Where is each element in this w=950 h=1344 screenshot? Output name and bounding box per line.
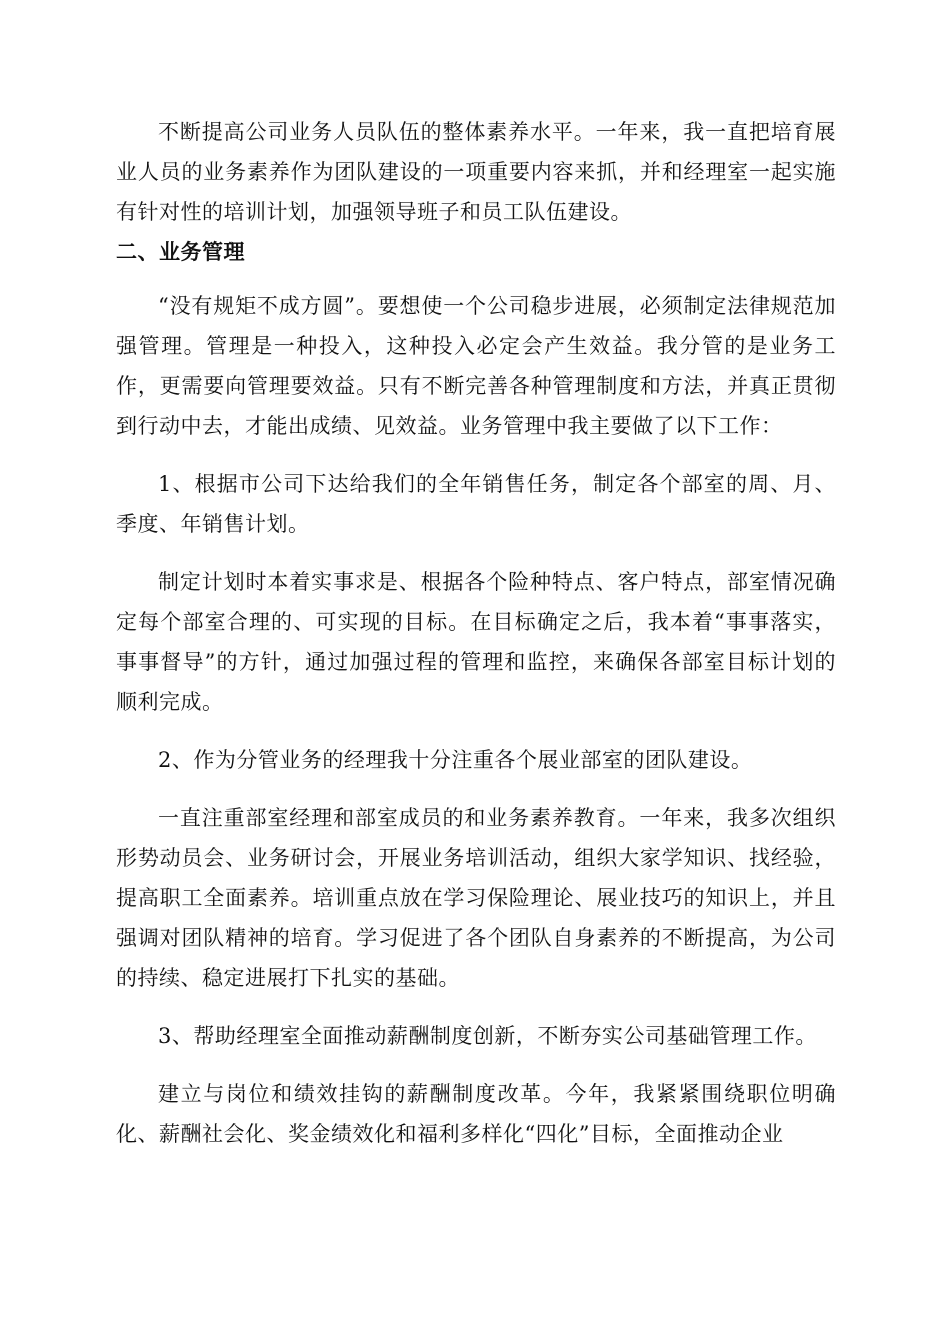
paragraph-management-intro: “没有规矩不成方圆”。要想使一个公司稳步进展，必须制定法律规范加强管理。管理是一种投入，这种投入必定会产生效益。我分管的是业务工作，更需要向管理要效益。只有不断完善各种管理制度和方法，并真正贯彻到行动中去，才能出成绩、见效益。业务管理中我主要做了以下工作：	[116, 294, 836, 438]
document-body	[116, 112, 836, 1154]
paragraph-item-3: 3、帮助经理室全面推动薪酬制度创新，不断夯实公司基础管理工作。	[158, 1024, 817, 1048]
paragraph-planning: 制定计划时本着实事求是、根据各个险种特点、客户特点，部室情况确定每个部室合理的、可实现的目标。在目标确定之后，我本着“事事落实，事事督导”的方针，通过加强过程的管理和监控，来确保各部室目标计划的顺利完成。	[116, 570, 836, 714]
paragraph-item-1: 1、根据市公司下达给我们的全年销售任务，制定各个部室的周、月、季度、年销售计划。	[116, 472, 836, 536]
paragraph-salary-reform: 建立与岗位和绩效挂钩的薪酬制度改革。今年，我紧紧围绕职位明确化、薪酬社会化、奖金绩效化和福利多样化“四化”目标，全面推动企业	[116, 1082, 836, 1146]
paragraph-team-quality: 不断提高公司业务人员队伍的整体素养水平。一年来，我一直把培育展业人员的业务素养作为团队建设的一项重要内容来抓，并和经理室一起实施有针对性的培训计划，加强领导班子和员工队伍建设。	[116, 120, 836, 224]
paragraph-item-2: 2、作为分管业务的经理我十分注重各个展业部室的团队建设。	[158, 748, 753, 772]
section-heading-business-management: 二、业务管理	[116, 240, 245, 264]
paragraph-training: 一直注重部室经理和部室成员的和业务素养教育。一年来，我多次组织形势动员会、业务研讨会，开展业务培训活动，组织大家学知识、找经验，提高职工全面素养。培训重点放在学习保险理论、展业技巧的知识上，并且强调对团队精神的培育。学习促进了各个团队自身素养的不断提高，为公司的持续、稳定进展打下扎实的基础。	[116, 806, 836, 990]
